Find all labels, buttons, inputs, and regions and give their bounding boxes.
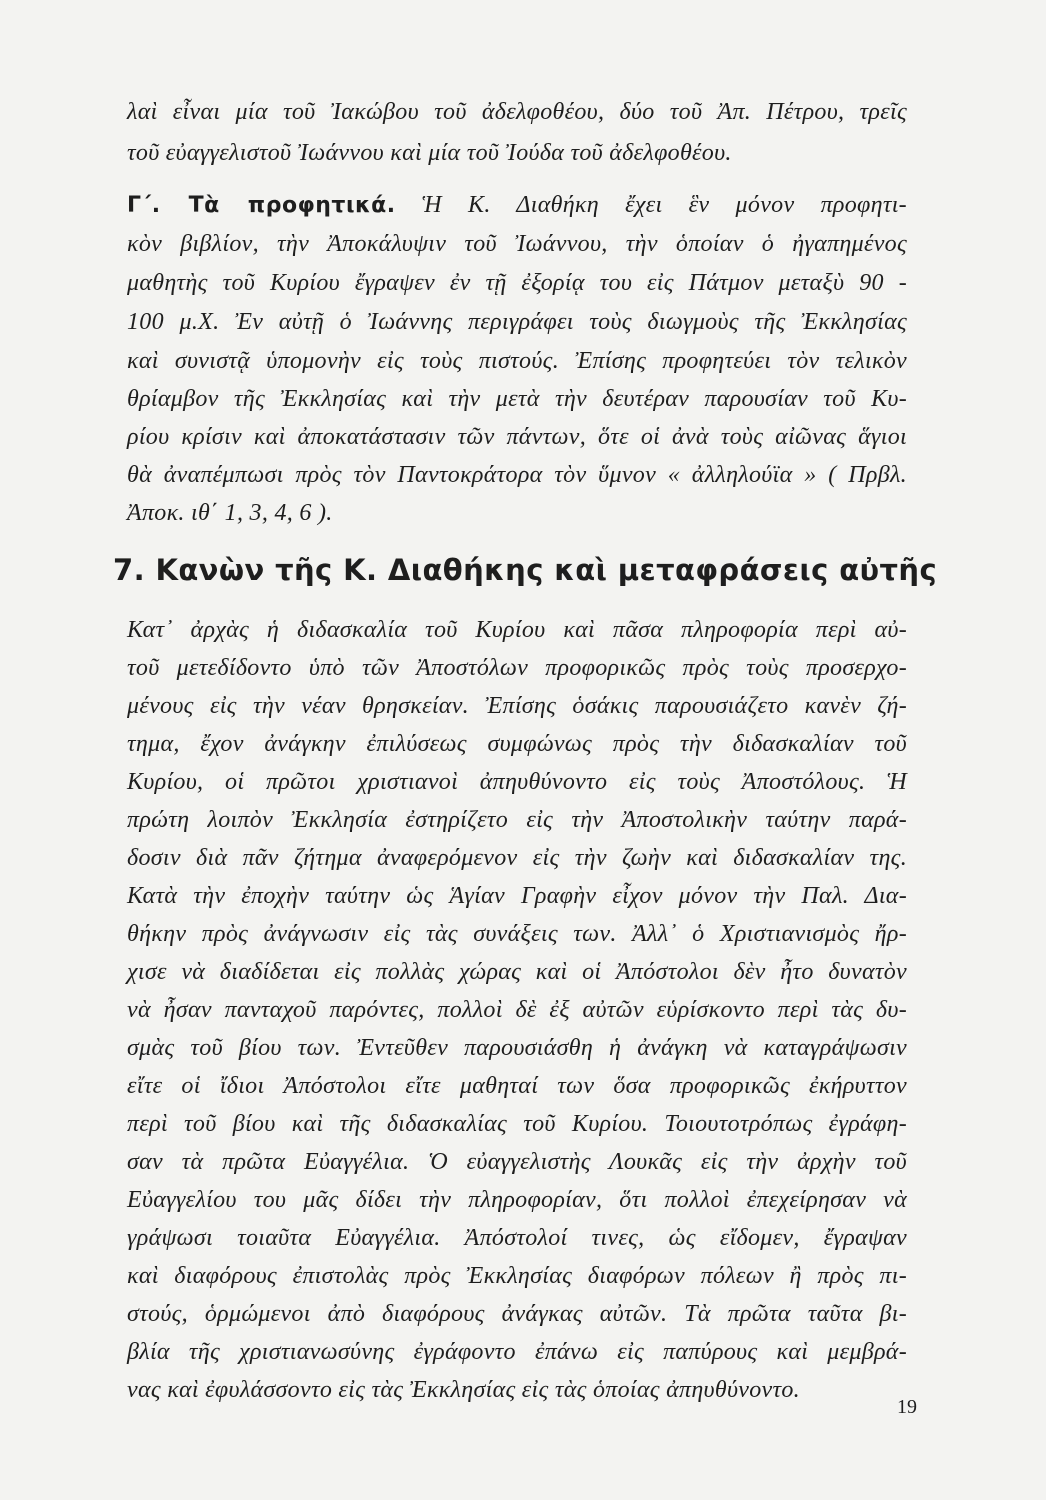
text-line: στούς, ὁρμώμενοι ἀπὸ διαφόρους ἀνάγκας αὐτῶν. Τὰ πρῶτα ταῦτα βι- [127,1301,907,1327]
text-line: τημα, ἔχον ἀνάγκην ἐπιλύσεως συμφώνως πρὸς τὴν διδασκαλίαν τοῦ [127,731,907,757]
text-line: νὰ ἦσαν πανταχοῦ παρόντες, πολλοὶ δὲ ἐξ αὐτῶν εὑρίσκοντο περὶ τὰς δυ- [127,997,907,1023]
text-line: Ἀποκ. ιθ΄ 1, 3, 4, 6 ). [127,500,333,526]
text-line: γράψωσι τοιαῦτα Εὐαγγέλια. Ἀπόστολοί τινες, ὡς εἴδομεν, ἔγραψαν [127,1225,907,1251]
text-line: ρίου κρίσιν καὶ ἀποκατάστασιν τῶν πάντων, ὅτε οἱ ἀνὰ τοὺς αἰῶνας ἅγιοι [127,424,907,450]
text-line: Κατ᾽ ἀρχὰς ἡ διδασκαλία τοῦ Κυρίου καὶ πᾶσα πληροφορία περὶ αὐ- [127,617,907,643]
text-line: θὰ ἀναπέμπωσι πρὸς τὸν Παντοκράτορα τὸν ὕμνον « ἀλληλούϊα » ( Πρβλ. [127,462,907,488]
text-line: δοσιν διὰ πᾶν ζήτημα ἀναφερόμενον εἰς τὴν ζωὴν καὶ διδασκαλίαν της. [127,845,907,871]
text-line: κὸν βιβλίον, τὴν Ἀποκάλυψιν τοῦ Ἰωάννου, τὴν ὁποίαν ὁ ἠγαπημένος [127,231,907,257]
text-line: λαὶ εἶναι μία τοῦ Ἰακώβου τοῦ ἀδελφοθέου, δύο τοῦ Ἀπ. Πέτρου, τρεῖς [127,99,907,125]
text-line: τοῦ μετεδίδοντο ὑπὸ τῶν Ἀποστόλων προφορικῶς πρὸς τοὺς προσερχο- [127,655,907,681]
text-run: Ἡ Κ. Διαθήκη ἔχει ἓν μόνον προφητι- [421,192,907,218]
text-line: μένους εἰς τὴν νέαν θρησκείαν. Ἐπίσης ὁσάκις παρουσιάζετο κανὲν ζή- [127,693,907,719]
subsection-label: Γ΄. Τὰ προφητικά. [127,193,396,218]
text-line: Κατὰ τὴν ἐποχὴν ταύτην ὡς Ἁγίαν Γραφὴν εἶχον μόνον τὴν Παλ. Δια- [127,883,907,909]
subsection-first-line [127,190,907,221]
text-line: βλία τῆς χριστιανωσύνης ἐγράφοντο ἐπάνω εἰς παπύρους καὶ μεμβρά- [127,1339,907,1365]
text-line: καὶ διαφόρους ἐπιστολὰς πρὸς Ἐκκλησίας διαφόρων πόλεων ἢ πρὸς πι- [127,1263,907,1289]
text-line: πρώτη λοιπὸν Ἐκκλησία ἐστηρίζετο εἰς τὴν Ἀποστολικὴν ταύτην παρά- [127,807,907,833]
page-number: 19 [897,1396,917,1418]
text-line: νας καὶ ἐφυλάσσοντο εἰς τὰς Ἐκκλησίας εἰς τὰς ὁποίας ἀπηυθύνοντο. [127,1377,800,1403]
text-line: θρίαμβον τῆς Ἐκκλησίας καὶ τὴν μετὰ τὴν δευτέραν παρουσίαν τοῦ Κυ- [127,386,907,412]
text-line: χισε νὰ διαδίδεται εἰς πολλὰς χώρας καὶ οἱ Ἀπόστολοι δὲν ἦτο δυνατὸν [127,959,907,985]
text-line: Κυρίου, οἱ πρῶτοι χριστιανοὶ ἀπηυθύνοντο εἰς τοὺς Ἀποστόλους. Ἡ [127,769,907,795]
text-line: καὶ συνιστᾷ ὑπομονὴν εἰς τοὺς πιστούς. Ἐπίσης προφητεύει τὸν τελικὸν [127,348,907,374]
text-line: μαθητὴς τοῦ Κυρίου ἔγραψεν ἐν τῇ ἐξορίᾳ του εἰς Πάτμον μεταξὺ 90 - [127,270,907,296]
text-line: Εὐαγγελίου του μᾶς δίδει τὴν πληροφορίαν, ὅτι πολλοὶ ἐπεχείρησαν νὰ [127,1187,907,1213]
text-line: 100 μ.Χ. Ἐν αὐτῇ ὁ Ἰωάννης περιγράφει τοὺς διωγμοὺς τῆς Ἐκκλησίας [127,309,907,335]
section-heading: 7. Κανὼν τῆς Κ. Διαθήκης καὶ μεταφράσεις αὐτῆς [113,553,938,587]
text-line: εἴτε οἱ ἴδιοι Ἀπόστολοι εἴτε μαθηταί των ὅσα προφορικῶς ἐκήρυττον [127,1073,907,1099]
text-line: περὶ τοῦ βίου καὶ τῆς διδασκαλίας τοῦ Κυρίου. Τοιουτοτρόπως ἐγράφη- [127,1111,907,1137]
text-line: θήκην πρὸς ἀνάγνωσιν εἰς τὰς συνάξεις των. Ἀλλ᾽ ὁ Χριστιανισμὸς ἤρ- [127,921,907,947]
text-line: σμὰς τοῦ βίου των. Ἐντεῦθεν παρουσιάσθη ἡ ἀνάγκη νὰ καταγράψωσιν [127,1035,907,1061]
text-line: τοῦ εὐαγγελιστοῦ Ἰωάννου καὶ μία τοῦ Ἰούδα τοῦ ἀδελφοθέου. [127,140,732,166]
text-line: σαν τὰ πρῶτα Εὐαγγέλια. Ὁ εὐαγγελιστὴς Λουκᾶς εἰς τὴν ἀρχὴν τοῦ [127,1149,907,1175]
